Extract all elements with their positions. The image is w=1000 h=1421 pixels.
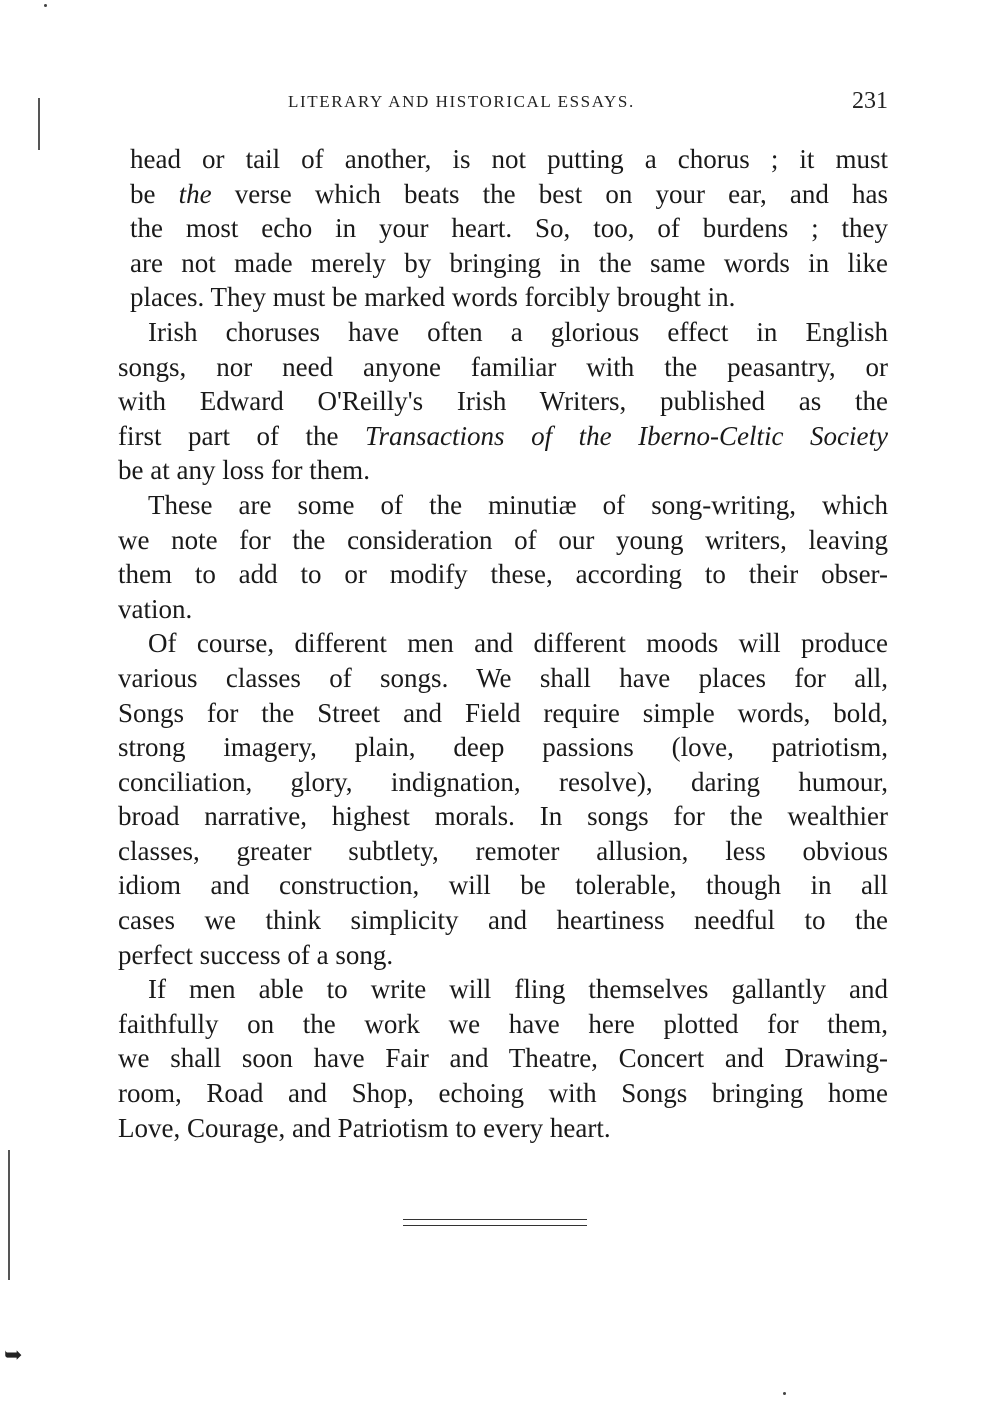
text-line: room, Road and Shop, echoing with Songs bringing home — [118, 1078, 888, 1109]
text-line: cases we think simplicity and heartiness needful to the — [118, 905, 888, 936]
text-line: idiom and construction, will be tolerable, though in all — [118, 870, 888, 901]
text-line: first part of the Transactions of the Iberno-Celtic Society — [118, 420, 889, 451]
text-line: the most echo in your heart. So, too, of burdens ; they — [130, 213, 888, 244]
text-line: we shall soon have Fair and Theatre, Concert and Drawing- — [118, 1043, 888, 1074]
body-text — [118, 142, 888, 1145]
text-line: conciliation, glory, indignation, resolve), daring humour, — [118, 766, 888, 797]
paragraph-4 — [118, 626, 888, 972]
text-line: be the verse which beats the best on your ear, and has — [130, 178, 889, 209]
text-line: are not made merely by bringing in the same words in like — [130, 247, 888, 278]
text-line: classes, greater subtlety, remoter allusion, less obvious — [118, 835, 888, 866]
paragraph-1 — [118, 142, 888, 315]
italic-text: Transactions of the Iberno-Celtic Society — [365, 420, 889, 451]
scan-speck — [783, 1392, 786, 1395]
paragraph-5 — [118, 972, 888, 1145]
text-line: songs, nor need anyone familiar with the peasantry, or — [118, 351, 888, 382]
text-line: we note for the consideration of our young writers, leaving — [118, 524, 888, 555]
text-line: Of course, different men and different moods will produce — [148, 628, 888, 659]
text-line: head or tail of another, is not putting a chorus ; it must — [130, 144, 888, 174]
margin-scan-mark — [8, 1150, 10, 1280]
italic-text: the — [178, 178, 212, 209]
text-line: Love, Courage, and Patriotism to every heart. — [118, 1112, 611, 1143]
text-line: faithfully on the work we have here plotted for them, — [118, 1008, 888, 1039]
end-rule-divider — [403, 1219, 587, 1226]
text-line: places. They must be marked words forcibly brought in. — [130, 282, 736, 313]
text-line: Songs for the Street and Field require simple words, bold, — [118, 697, 888, 728]
margin-scan-mark — [38, 98, 40, 150]
text-line: strong imagery, plain, deep passions (love, patriotism, — [118, 732, 888, 763]
scan-speck — [44, 4, 47, 7]
running-header — [118, 88, 888, 122]
paragraph-3 — [118, 488, 888, 626]
text-line: with Edward O'Reilly's Irish Writers, published as the — [118, 386, 888, 417]
text-line: These are some of the minutiæ of song-writing, which — [148, 489, 888, 520]
text-line: Irish choruses have often a glorious effect in English — [148, 316, 888, 347]
page-number: 231 — [852, 88, 888, 114]
text-line: broad narrative, highest morals. In songs for the wealthier — [118, 801, 888, 832]
text-line: perfect success of a song. — [118, 939, 394, 970]
running-title: LITERARY AND HISTORICAL ESSAYS. — [288, 92, 635, 111]
text-line: vation. — [118, 593, 193, 624]
arrow-mark-icon: ➥ — [4, 1342, 23, 1367]
text-line: them to add to or modify these, according to their obser- — [118, 559, 888, 590]
text-line: be at any loss for them. — [118, 455, 370, 486]
text-line: If men able to write will fling themselves gallantly and — [148, 974, 888, 1005]
text-line: various classes of songs. We shall have places for all, — [118, 662, 888, 693]
paragraph-2 — [118, 315, 888, 488]
